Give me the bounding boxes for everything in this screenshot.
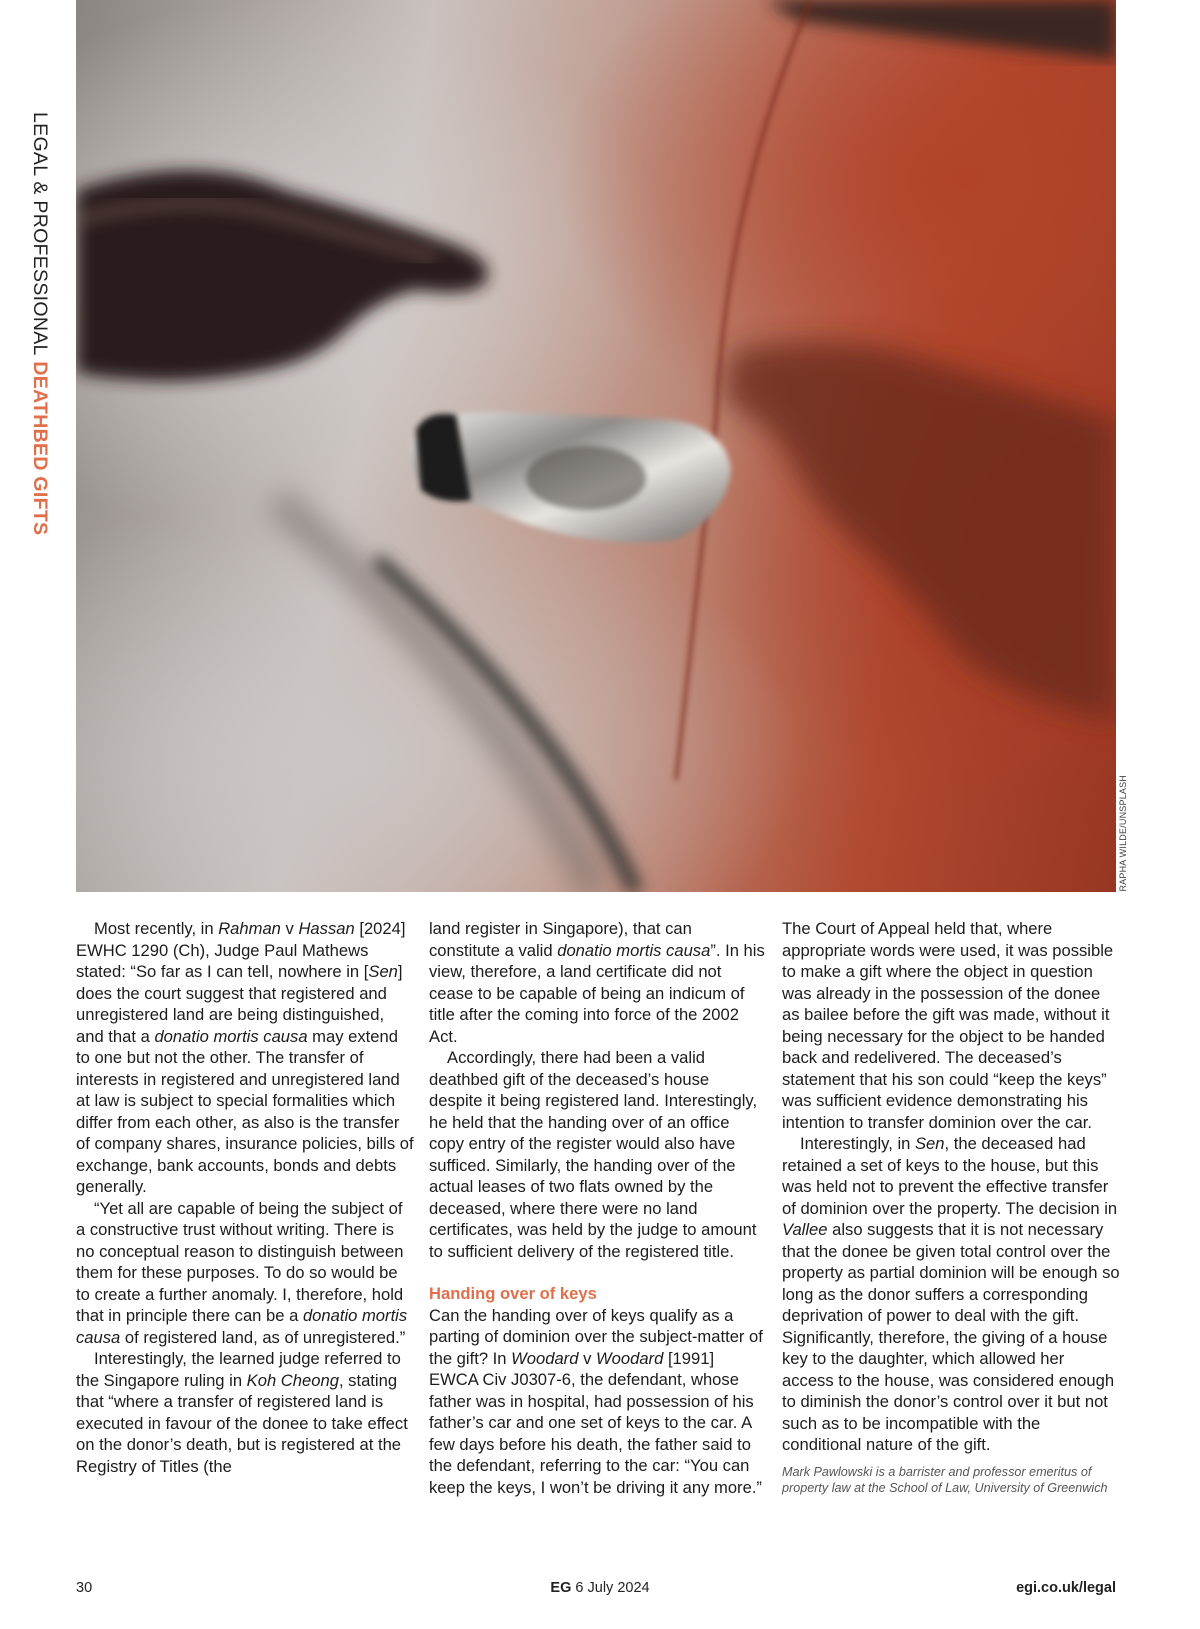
paragraph: The Court of Appeal held that, where appropriate words were used, it was possible to make a gift where the object in question was already in the possession of the donee as bailee before the gift was made, without it being necessary for the object to be handed back and redelivered. The deceased’s statement that his son could “keep the keys” was sufficient evidence demonstrating his intention to transfer dominion over the car. — [782, 919, 1114, 1132]
paragraph: Most recently, in Rahman v Hassan [2024] EWHC 1290 (Ch), Judge Paul Mathews stated: “So far as I can tell, nowhere in [Sen] does the court suggest that registered and unregistered land are being distinguished, and that a donatio mortis causa may extend to one but not the other. The transfer of interests in registered and unregistered land at law is subject to special formalities which differ from each other, as also is the transfer of company shares, insurance policies, bills of exchange, bank accounts, bonds and debts generally. — [76, 919, 414, 1196]
magazine-name: EG — [550, 1580, 572, 1596]
window-edge-shape — [766, 0, 1116, 60]
photo-illustration — [76, 0, 1116, 892]
paragraph: “Yet all are capable of being the subject of a constructive trust without writing. There is no conceptual reason to distinguish between them for these purposes. To do so would be to create a further anomaly. I, therefore, hold that in principle there can be a donatio mortis causa of registered land, as of unregistered.” — [76, 1198, 408, 1347]
page-number: 30 — [76, 1580, 93, 1596]
case-name: Vallee — [782, 1220, 828, 1239]
article-column-2 — [429, 918, 767, 1498]
photo-credit: RAPHA WILDE/UNSPLASH — [1118, 775, 1128, 892]
case-name: Koh Cheong — [246, 1370, 339, 1390]
article-column-3 — [782, 918, 1120, 1496]
author-bio: Mark Pawlowski is a barrister and professor emeritus of property law at the School of Law, University of Greenwich — [782, 1464, 1108, 1495]
latin-term: donatio mortis causa — [76, 1306, 408, 1347]
case-name: Sen — [368, 962, 398, 981]
paragraph: Interestingly, in Sen, the deceased had retained a set of keys to the house, but this was held not to prevent the effective transfer of dominion over the property. The decision in Vallee also suggests that it is not necessary that the donee be given total control over the property as partial dominion will be enough so long as the donor suffers a corresponding deprivation of power to deal with the gift. Significantly, therefore, the giving of a house key to the daughter, which allowed her access to the house, was considered enough to diminish the donor’s control over it but not such as to be incompatible with the conditional nature of the gift. — [782, 1134, 1120, 1454]
paragraph: Interestingly, the learned judge referred to the Singapore ruling in Koh Cheong, stating that “where a transfer of registered land is executed in favour of the donee to take effect on the donor’s death, but is registered at the Registry of Titles (the — [76, 1349, 408, 1476]
paragraph: land register in Singapore), that can constitute a valid donatio mortis causa”. In his view, therefore, a land certificate did not cease to be capable of being an indicum of title after the coming into force of the 2002 Act. — [429, 919, 765, 1046]
door-handle-shape — [410, 412, 731, 543]
issue-date: 6 July 2024 — [575, 1580, 650, 1596]
sill-reflection-shape — [276, 500, 596, 892]
case-name: Hassan — [298, 919, 355, 938]
section-prefix: LEGAL & PROFESSIONAL — [29, 112, 51, 356]
case-name: Woodard — [595, 1348, 664, 1368]
hand-shape — [76, 170, 488, 381]
car-door-handle-photo — [76, 0, 1116, 892]
website-link[interactable]: egi.co.uk/legal — [1016, 1580, 1116, 1596]
case-name: Rahman — [218, 919, 281, 938]
section-topic: DEATHBED GIFTS — [29, 361, 51, 536]
paragraph: Accordingly, there had been a valid deathbed gift of the deceased’s house despite it being registered land. Interestingly, he held that the handing over of an office copy entry of the register would also have sufficed. Similarly, the handing over of the actual leases of two flats owned by the deceased, where there were no land certificates, was held by the judge to amount to sufficient delivery of the registered title. — [429, 1048, 758, 1261]
section-label — [28, 112, 51, 535]
article-column-1 — [76, 918, 414, 1477]
paragraph: Can the handing over of keys qualify as a parting of dominion over the subject-matter of the gift? In Woodard v Woodard [1991] EWCA Civ J0307-6, the defendant, whose father was in hospital, had possession of his father’s car and one set of keys to the car. A few days before his death, the father said to the defendant, referring to the car: “You can keep the keys, I won’t be driving it any more.” — [429, 1305, 763, 1497]
latin-term: donatio mortis causa — [154, 1026, 308, 1046]
latin-term: donatio mortis causa — [557, 940, 711, 960]
hand-reflection-shape — [726, 342, 1116, 720]
subheading: Handing over of keys — [429, 1284, 597, 1303]
case-name: Woodard — [511, 1348, 579, 1368]
case-name: Sen — [914, 1134, 945, 1153]
